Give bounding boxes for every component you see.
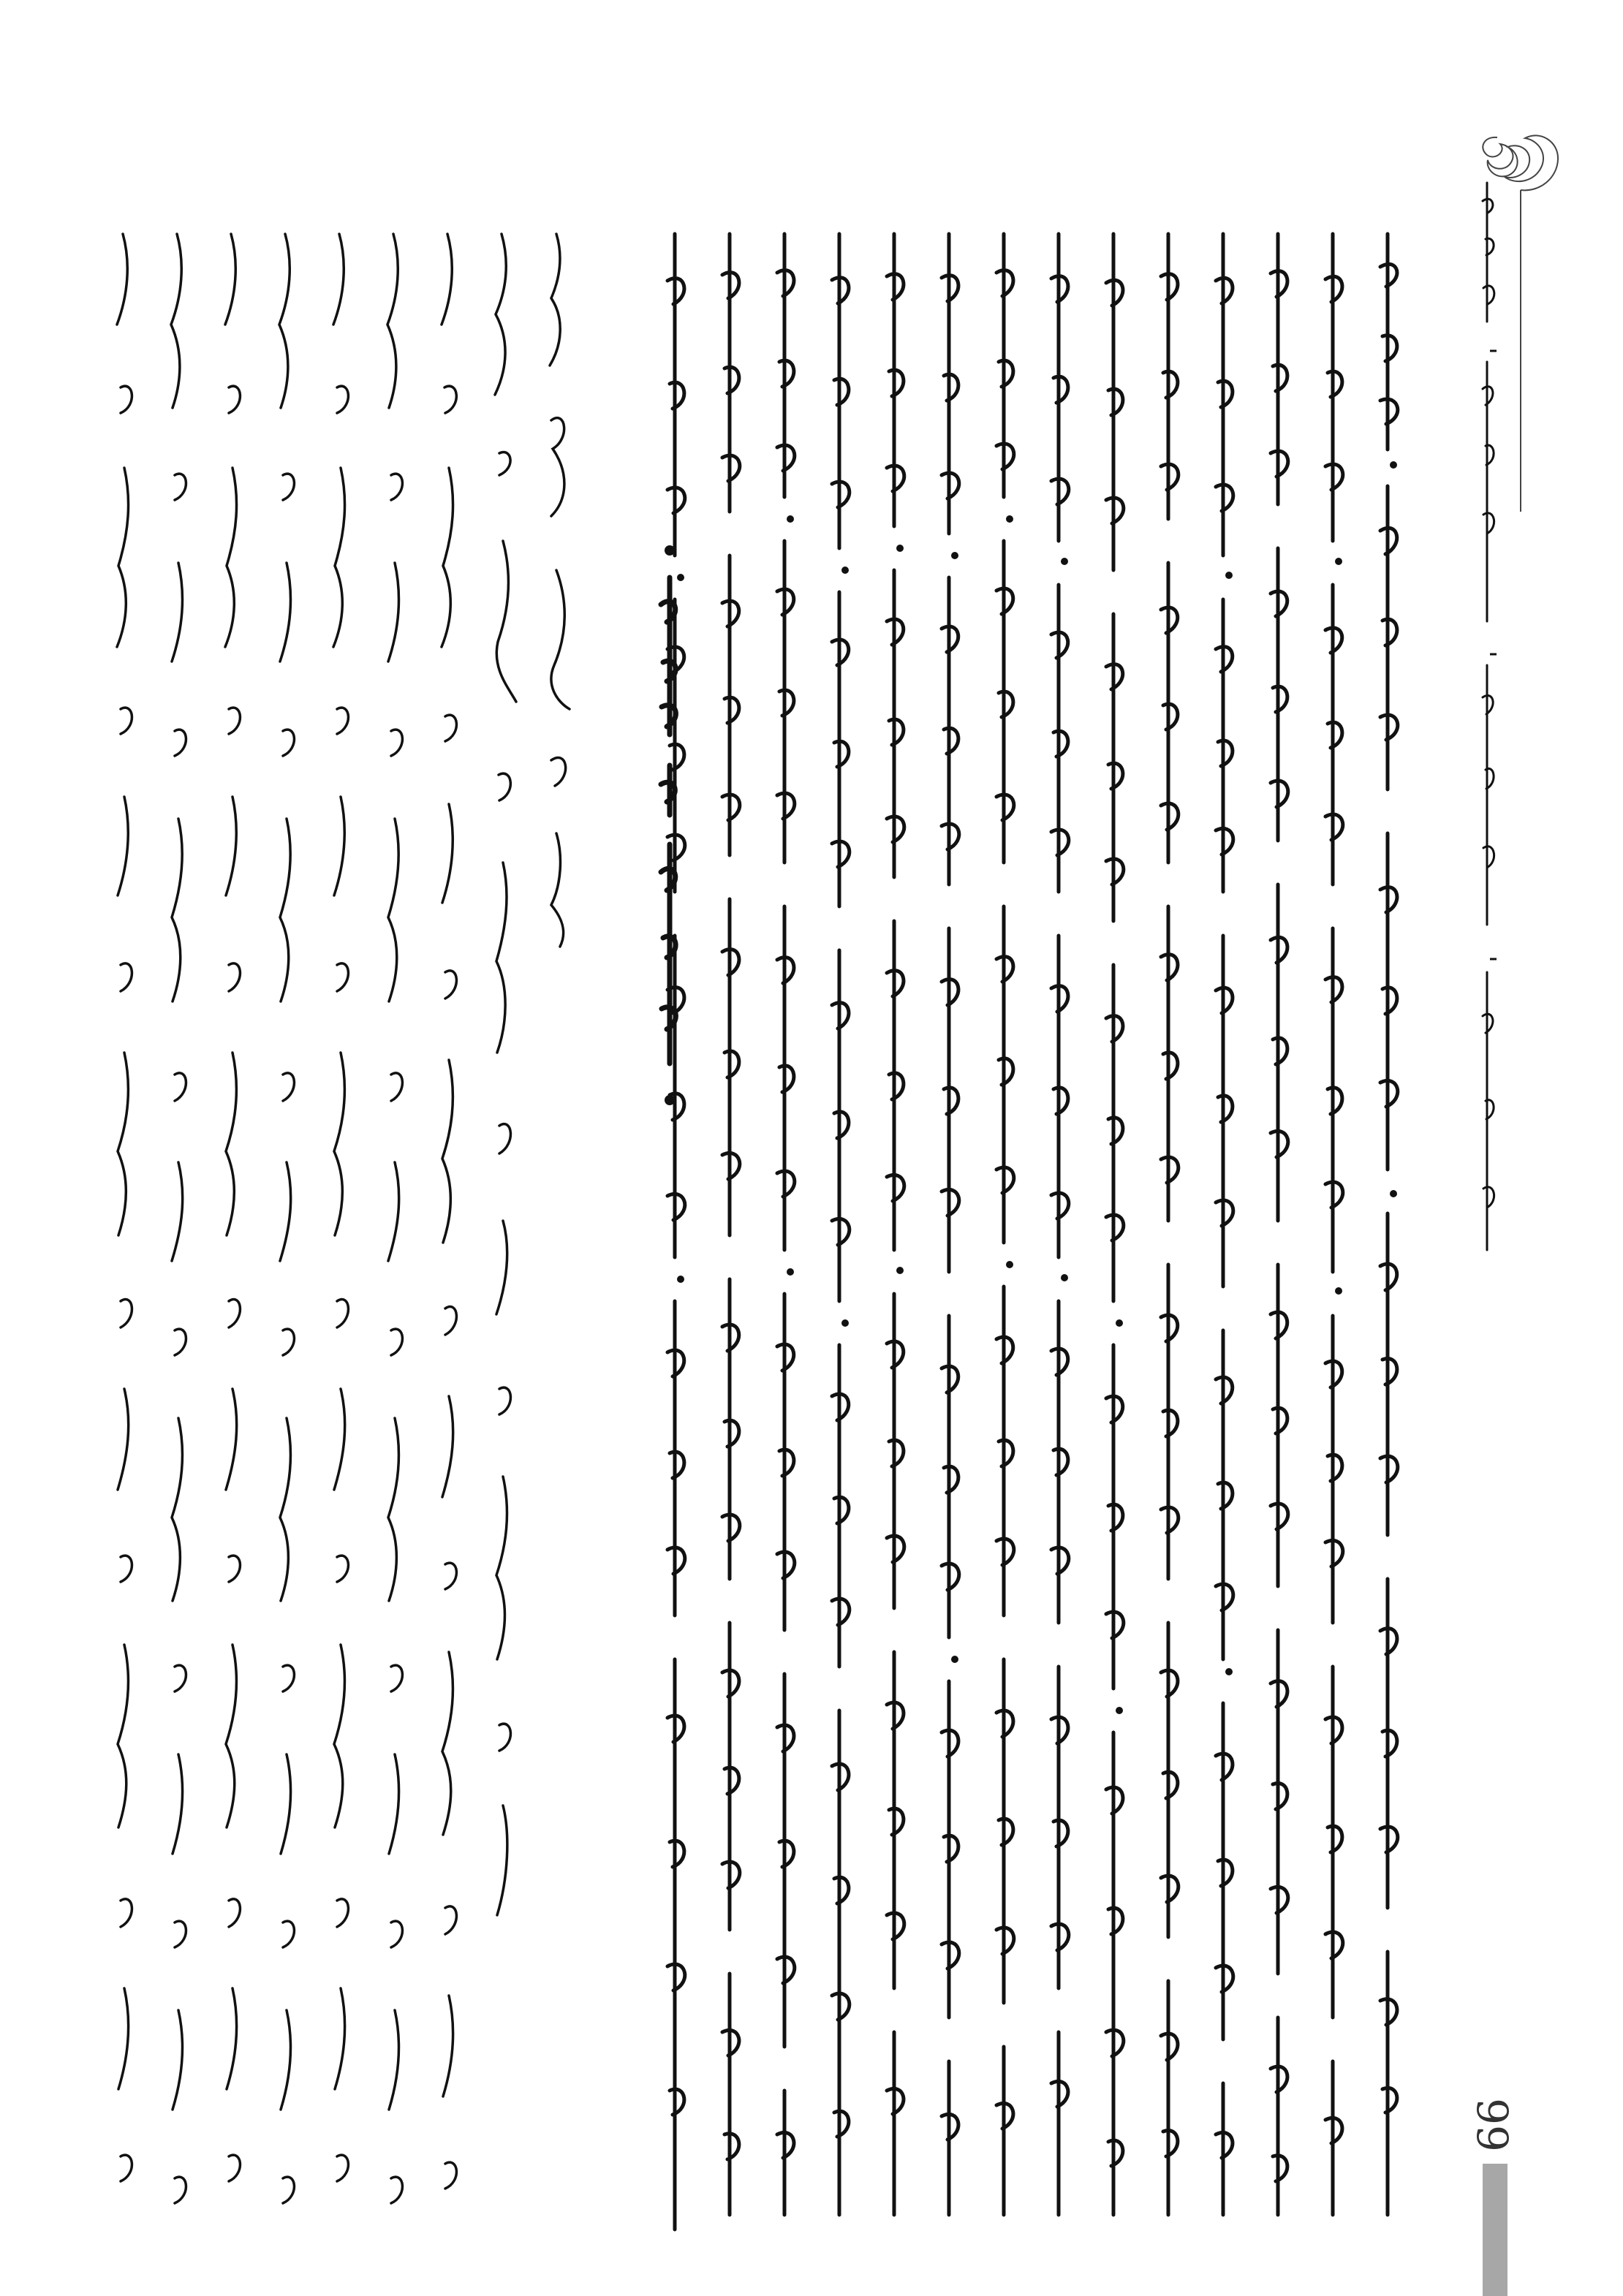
body-line: [660, 234, 703, 2229]
dialogue-line: [537, 234, 586, 950]
body-line: [1154, 234, 1196, 2215]
dialogue-line: [373, 234, 423, 2229]
section-heading: [657, 537, 687, 1115]
body-line: [1318, 234, 1361, 2215]
body-line: [825, 234, 867, 2215]
body-line: [1208, 234, 1251, 2215]
body-line: [715, 234, 757, 2215]
body-line: [989, 234, 1032, 2215]
dialogue-line: [265, 234, 314, 2229]
body-line: [934, 234, 977, 2215]
dialogue-line: [102, 234, 152, 2229]
body-line: [770, 234, 812, 2215]
dialogue-line: [211, 234, 260, 2229]
body-line: [879, 234, 922, 2215]
body-line: [1099, 234, 1141, 2215]
body-line: [1044, 234, 1086, 2215]
dialogue-line: [481, 234, 531, 1944]
body-line: [1373, 234, 1415, 2215]
running-head: [1480, 183, 1505, 1250]
dialogue-line: [319, 234, 368, 2229]
page-number: 99: [1467, 2098, 1517, 2152]
dialogue-line: [156, 234, 206, 2229]
body-line: [1263, 234, 1306, 2215]
dialogue-line: [427, 234, 477, 2229]
page-edge-tab: [1483, 2164, 1507, 2296]
